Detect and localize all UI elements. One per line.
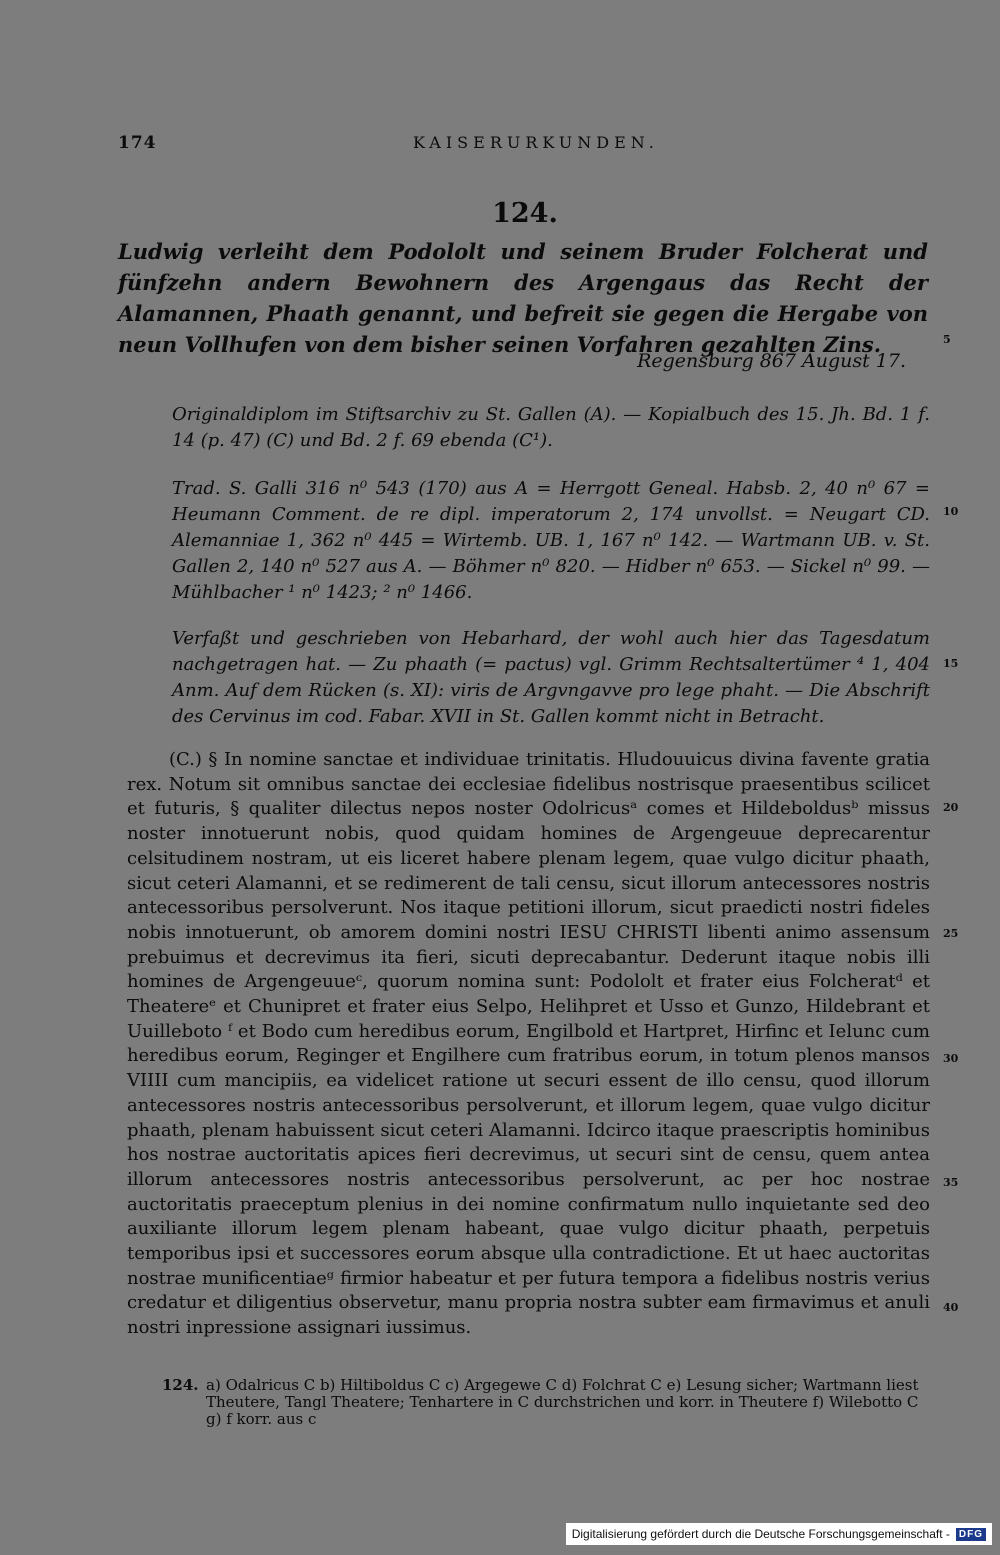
- margin-line-number: 25: [943, 927, 959, 940]
- footnotes: [162, 1376, 934, 1428]
- margin-line-number: 10: [943, 505, 959, 518]
- source-notes: Verfaßt und geschrieben von Hebarhard, der wohl auch hier das Tagesdatum nachgetragen hat. — Zu phaath (= pactus) vgl. Grimm Rechtsaltertümer ⁴ 1, 404 Anm. Auf dem Rücken (s. XI): viris de Argvngavve pro lege phaht. — Die Abschrift des Cervinus im cod. Fabar. XVII in St. Gallen kommt nicht in Betracht.: [172, 628, 930, 727]
- page-header: [118, 133, 938, 157]
- place-date: Regensburg 867 August 17.: [637, 350, 906, 372]
- footnote-text: a) Odalricus C b) Hiltiboldus C c) Argegewe C d) Folchrat C e) Lesung sicher; Wartmann liest Theutere, Tangl Theatere; Tenhartere in C durchstrichen und korr. in Theutere f) Wilebotto C g) f korr. aus c: [206, 1376, 919, 1428]
- margin-line-number: 30: [943, 1052, 959, 1065]
- dfg-banner[interactable]: [566, 1523, 992, 1545]
- source-tradition: Trad. S. Galli 316 n⁰ 543 (170) aus A = Herrgott Geneal. Habsb. 2, 40 n⁰ 67 = Heumann Comment. de re dipl. imperatorum 2, 174 unvollst. = Neugart CD. Alemanniae 1, 362 n⁰ 445 = Wirtemb. UB. 1, 167 n⁰ 142. — Wartmann UB. v. St. Gallen 2, 140 n⁰ 527 aus A. — Böhmer n⁰ 820. — Hidber n⁰ 653. — Sickel n⁰ 99. — Mühlbacher ¹ n⁰ 1423; ² n⁰ 1466.: [172, 478, 930, 603]
- footnote-ref: 124.: [162, 1376, 199, 1394]
- margin-line-number: 40: [943, 1301, 959, 1314]
- margin-line-number: 20: [943, 801, 959, 814]
- source-original: Originaldiplom im Stiftsarchiv zu St. Gallen (A). — Kopialbuch des 15. Jh. Bd. 1 f. 14 (p. 47) (C) und Bd. 2 f. 69 ebenda (C¹).: [172, 404, 930, 451]
- margin-line-number: 15: [943, 657, 959, 670]
- margin-line-number: 5: [943, 333, 951, 346]
- margin-line-number: 35: [943, 1176, 959, 1189]
- charter-text: [127, 748, 930, 1341]
- banner-text: Digitalisierung gefördert durch die Deutsche Forschungsgemeinschaft -: [571, 1527, 950, 1541]
- charter-paragraph: (C.) § In nomine sanctae et individuae trinitatis. Hludouuicus divina favente gratia rex. Notum sit omnibus sanctae dei ecclesiae fidelibus nostrisque praesentibus scilicet et futuris, § qualiter dilectus nepos noster Odolricusᵃ comes et Hildeboldusᵇ missus noster innotuerunt nobis, quod quidam homines de Argengeuue deprecarentur celsitudinem nostram, ut eis liceret habere plenam legem, quae vulgo dicitur phaath, sicut ceteri Alamanni, et se redimerent de tali censu, sicut illorum antecessores nostris antecessoribus persolverunt. Nos itaque petitioni illorum, sicut praedicti nostri fideles nobis innotuerunt, ob amorem domini nostri IESU CHRISTI libenti animo assensum prebuimus et decrevimus ita fieri, sicuti deprecabantur. Dederunt itaque nobis illi homines de Argengeuueᶜ, quorum nomina sunt: Podololt et frater eius Folcheratᵈ et Theatereᵉ et Chunipret et frater eius Selpo, Helihpret et Usso et Gunzo, Hildebrant et Uuilleboto ᶠ et Bodo cum heredibus eorum, Engilbold et Hartpret, Hirfinc et Ielunc cum heredibus eorum, Reginger et Engilhere cum fratribus eorum, in totum plenos mansos VIIII cum mancipiis, ea videlicet ratione ut securi essent de illo censu, quod illorum antecessores nostris antecessoribus persolverunt, et illorum legem, quae vulgo dicitur phaath, plenam habuissent sicut ceteri Alamanni. Idcirco itaque praescriptis hominibus hos nostrae auctoritatis apices fieri decrevimus, ut securi sint de censu, quem antea illorum antecessores nostris antecessoribus persolverunt, ac per hoc nostrae auctoritatis praeceptum plenius in dei nomine confirmatum nullo inquietante sed deo auxiliante illorum legem plenam habeant, quae vulgo dicitur phaath, perpetuis temporibus ipsi et successores eorum absque ulla contradictione. Et ut haec auctoritas nostrae munificentiaeᵍ firmior habeatur et per futura tempora a fidelibus nostris verius credatur et diligentius observetur, manu propria nostra subter eam firmavimus et anuli nostri inpressione assignari iussimus.: [127, 749, 930, 1339]
- page-number: 174: [118, 133, 157, 153]
- document-number: 124.: [492, 198, 558, 229]
- running-title: KAISERURKUNDEN.: [413, 133, 659, 152]
- document-summary: Ludwig verleiht dem Podololt und seinem Bruder Folcherat und fünfzehn andern Bewohnern des Argengaus das Recht der Alamannen, Phaath genannt, und befreit sie gegen die Hergabe von neun Vollhufen von dem bisher seinen Vorfahren gezahlten Zins.: [118, 239, 928, 357]
- dfg-logo-icon[interactable]: DFG: [956, 1528, 986, 1541]
